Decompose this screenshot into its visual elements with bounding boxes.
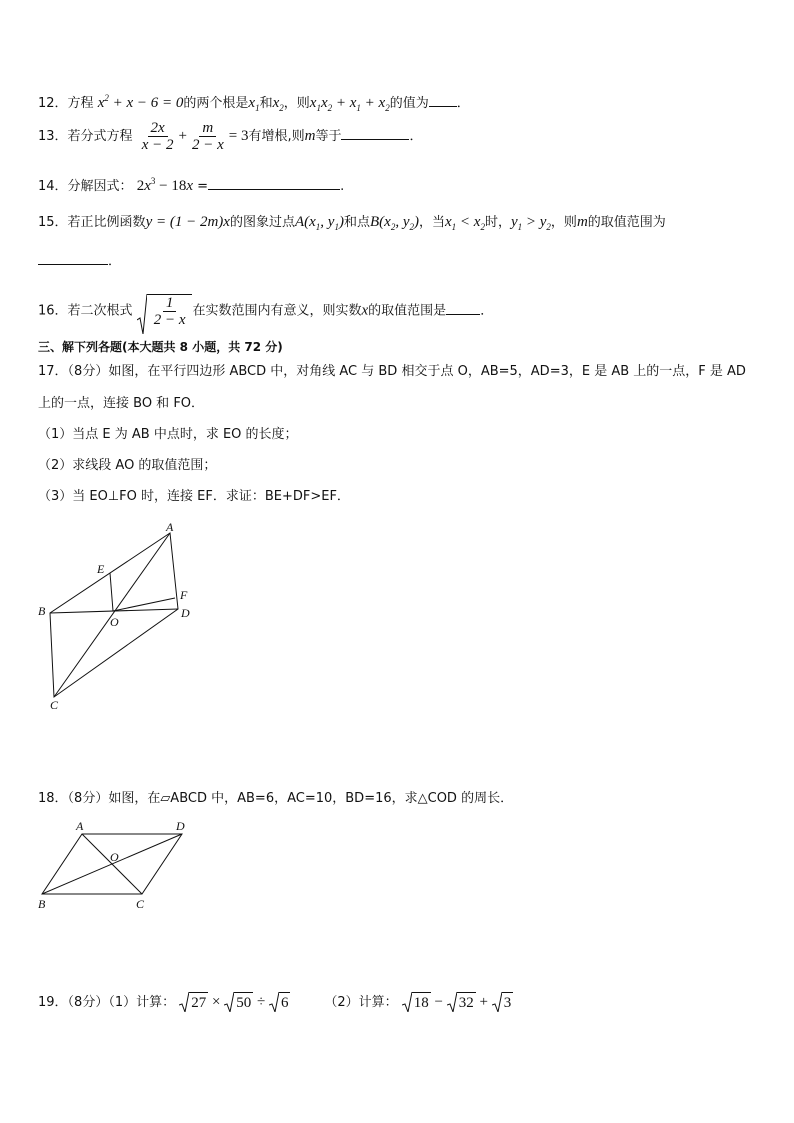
question-15: 15．若正比例函数y = (1 − 2m)x的图象过点$A(x_1$, $y_1$)和点$B(x_2$, $y_2$)，当$x_1 < x_2$时，$y_1 > y_2$，则m的取值范围为 bbox=[38, 214, 666, 232]
expression-1: 27 × 50 ÷ 6 bbox=[179, 994, 294, 1010]
radical-sign-icon bbox=[137, 294, 147, 334]
radical-sign-icon bbox=[269, 992, 279, 1012]
label-a: A bbox=[166, 520, 174, 534]
fraction: $\frac{m}{2 - x}$ bbox=[191, 120, 224, 153]
parallelogram-figure-17 bbox=[30, 515, 220, 715]
radical-sign-icon bbox=[402, 992, 412, 1012]
answer-blank[interactable] bbox=[429, 92, 457, 107]
label-d: D bbox=[176, 819, 185, 833]
diagonal-bd bbox=[42, 834, 182, 894]
radical-sign-icon bbox=[492, 992, 502, 1012]
radical-sign-icon bbox=[179, 992, 189, 1012]
radical-sign-icon bbox=[224, 992, 234, 1012]
question-17-part-1: （1）当点 E 为 AB 中点时，求 EO 的长度； bbox=[38, 427, 298, 442]
question-17-part-2: （2）求线段 AO 的取值范围； bbox=[38, 458, 217, 473]
fraction: $\frac{2x}{x - 2}$ bbox=[141, 120, 174, 153]
label-f: F bbox=[180, 588, 188, 602]
label-a: A bbox=[76, 819, 84, 833]
expression-2: 18 − 32 + 3 bbox=[402, 994, 513, 1010]
radical-sign-icon bbox=[447, 992, 457, 1012]
answer-blank[interactable] bbox=[341, 125, 409, 140]
label-b: B bbox=[38, 897, 46, 911]
parallelogram-figure-18 bbox=[30, 818, 200, 914]
label-o: O bbox=[110, 615, 119, 629]
question-18: 18．（8分）如图，在▱ABCD 中，AB=6，AC=10，BD=16，求△COD 的周长． bbox=[38, 791, 514, 806]
question-17-line-2: 上的一点，连接 BO 和 FO． bbox=[38, 396, 205, 411]
question-17-part-3: （3）当 EO⊥FO 时，连接 EF．求证：BE+DF>EF． bbox=[38, 489, 350, 504]
question-15-answer: ． bbox=[38, 250, 121, 272]
question-17-line-1: 17．（8分）如图，在平行四边形 ABCD 中，对角线 AC 与 BD 相交于点 O，AB=5，AD=3，E 是 AB 上的一点，F 是 AD bbox=[38, 364, 746, 379]
square-root: $\frac{1}{2 - x}$ bbox=[137, 294, 193, 328]
question-14: 14．分解因式： $2x^3 - 18x$ = . bbox=[38, 176, 345, 194]
segment-eo bbox=[110, 573, 113, 611]
question-19: 19．（8分）（1）计算： 27 × 50 ÷ 6 （2）计算： 18 − 32 + 3 bbox=[38, 994, 512, 1012]
label-c: C bbox=[50, 698, 59, 712]
label-e: E bbox=[97, 562, 105, 576]
answer-blank[interactable] bbox=[208, 175, 340, 190]
answer-blank[interactable] bbox=[38, 250, 108, 265]
label-d: D bbox=[181, 606, 190, 620]
label-b: B bbox=[38, 604, 46, 618]
equation: $x^2 + x - 6 = 0$ bbox=[97, 93, 184, 111]
question-13: 13．若分式方程 $\frac{2x}{x - 2}$ + $\frac{m}{2 - x}$ = 3有增根,则m等于 ． bbox=[38, 120, 423, 153]
label-o: O bbox=[110, 850, 119, 864]
question-12: 12．方程 $x^2 + x - 6 = 0$的两个根是$x_1$和$x_2$，则$x_1x_2 + x_1 + x_2$的值为 ． bbox=[38, 93, 470, 113]
label-c: C bbox=[136, 897, 145, 911]
question-16: 16．若二次根式 $\frac{1}{2 - x}$ 在实数范围内有意义，则实数x的取值范围是 ． bbox=[38, 294, 493, 328]
section-heading: 三、解下列各题(本大题共 8 小题，共 72 分) bbox=[38, 340, 283, 354]
answer-blank[interactable] bbox=[446, 300, 480, 315]
